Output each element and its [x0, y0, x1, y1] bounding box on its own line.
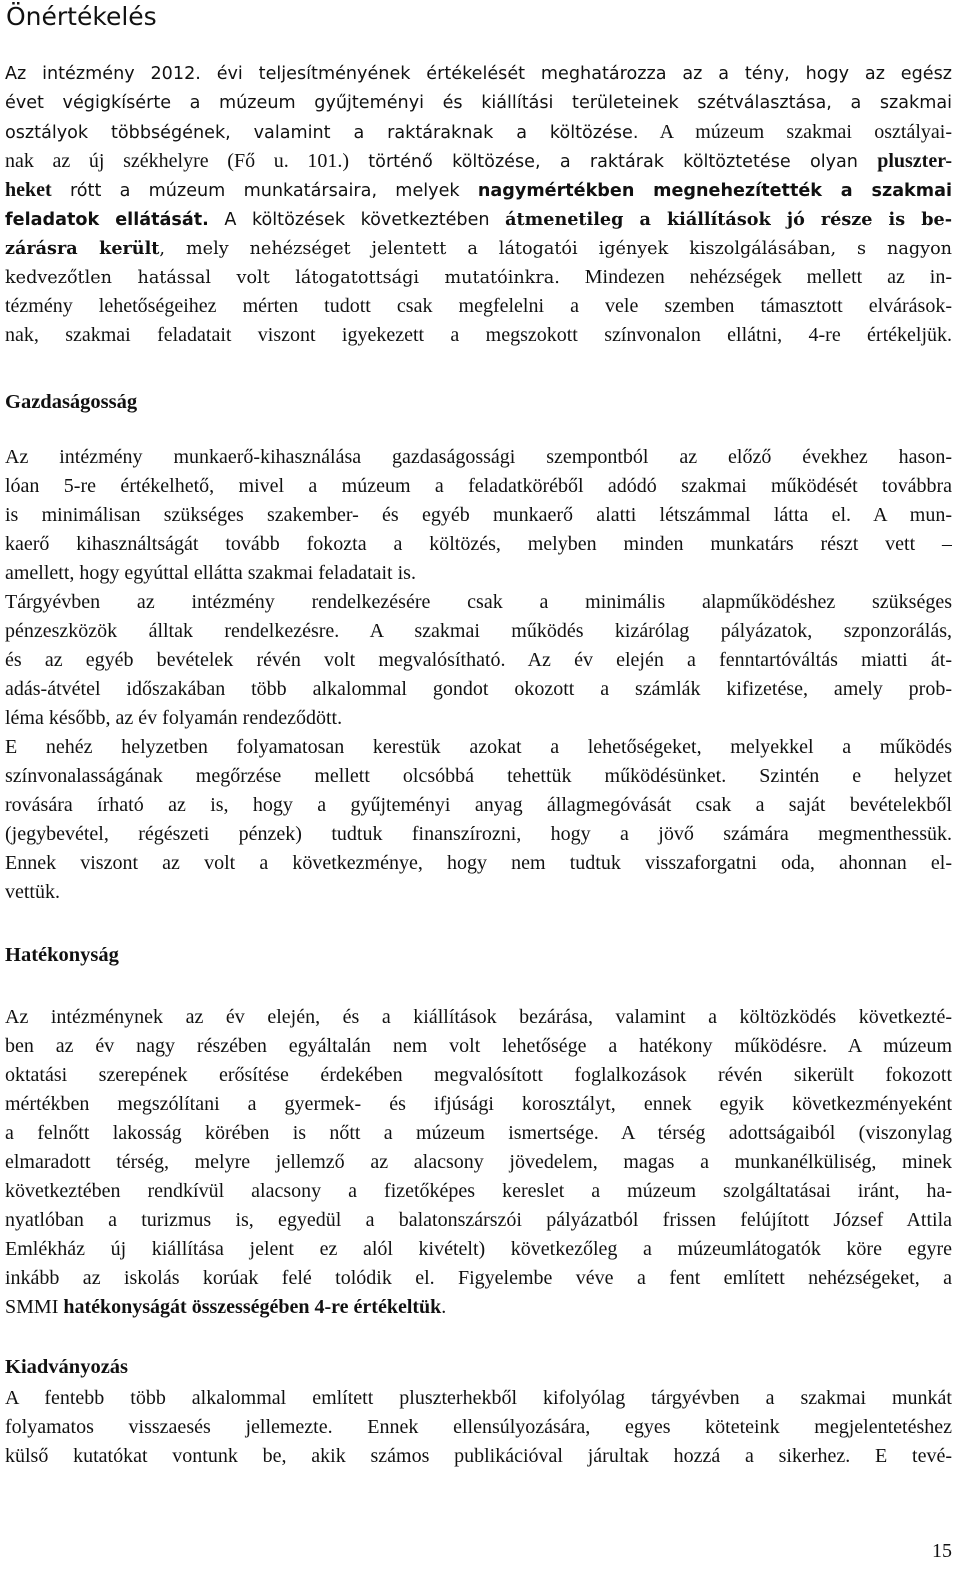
text-line: adás-átvétel időszakában több alkalommal gondot okozott a számlák kifizetése, amely prob-	[5, 678, 952, 700]
text-line: oktatási szerepének erősítése érdekében megvalósított foglalkozások révén sikerült fokozott	[5, 1064, 952, 1086]
text-line: és az egyéb bevételek révén volt megvalósítható. Az év elején a fenntartóváltás miatti át-	[5, 649, 952, 671]
emphasis-text: pluszter-	[877, 150, 952, 172]
text-run: Az intézmény 2012. évi teljesítményének értékelését meghatározza az a tény, hogy az egész	[5, 64, 952, 84]
text-line: következtében rendkívül alacsony a fizetőképes kereslet a múzeum szolgáltatásai iránt, ha-	[5, 1180, 952, 1202]
text-line: rovására írható az is, hogy a gyűjteményi anyag állagmegóvását csak a saját bevételekből	[5, 794, 952, 816]
text-run: Mindezen nehézségek mellett az in-	[559, 266, 952, 288]
emphasis-text: hatékonyságát összességében 4-re értékeltük	[63, 1296, 442, 1318]
emphasis-text: heket	[5, 179, 52, 201]
text-line	[5, 234, 952, 263]
emphasis-text: zárásra került	[5, 238, 160, 259]
text-line	[5, 263, 952, 292]
text-line: Ennek viszont az volt a következménye, hogy nem tudtuk visszaforgatni oda, ahonnan el-	[5, 852, 952, 874]
text-run: A múzeum szakmai osztályai-	[638, 121, 952, 143]
emphasis-text: átmenetileg a kiállítások jó része is be-	[505, 209, 952, 230]
text-line	[5, 1293, 952, 1322]
text-line	[5, 118, 952, 147]
text-line: vettük.	[5, 881, 60, 903]
text-line: Emlékház új kiállítása jelent ez alól kivételt) következőleg a múzeumlátogatók köre egyre	[5, 1238, 952, 1260]
text-line: nyatlóban a turizmus is, egyedül a balatonszárszói pályázatból frissen felújított József Attila	[5, 1209, 952, 1231]
heading-kiadvanyozas: Kiadványozás	[5, 1356, 129, 1378]
text-line: a felnőtt lakosság körében is nőtt a múzeum ismertsége. A térség adottságaiból (viszonylag	[5, 1122, 952, 1144]
text-line: amellett, hogy egyúttal ellátta szakmai feladatait is.	[5, 562, 416, 584]
text-line: elmaradott térség, melyre jellemző az alacsony jövedelem, magas a munkanélküliség, minek	[5, 1151, 952, 1173]
text-line: (jegybevétel, régészeti pénzek) tudtuk finanszírozni, hogy a jövő számára megmenthessük.	[5, 823, 952, 845]
text-line: Tárgyévben az intézmény rendelkezésére csak a minimális alapműködéshez szükséges	[5, 591, 952, 613]
text-run: SMMI	[5, 1296, 64, 1318]
text-line	[5, 89, 952, 118]
section-hatekonysag-paragraph	[5, 1003, 952, 1322]
text-line: léma később, az év folyamán rendeződött.	[5, 707, 343, 729]
text-line: Az intézménynek az év elején, és a kiállítások bezárása, valamint a költözködés következté-	[5, 1006, 952, 1028]
heading-hatekonysag: Hatékonyság	[5, 944, 119, 966]
text-run: nak az új székhelyre (Fő u. 101.)	[5, 150, 350, 172]
text-line: kaerő kihasználtságát tovább fokozta a költözés, melyben minden munkatárs részt vett –	[5, 533, 952, 555]
text-line	[5, 60, 952, 89]
text-run: .	[441, 1296, 447, 1318]
text-line	[5, 147, 952, 176]
text-line: Az intézmény munkaerő-kihasználása gazdaságossági szempontból az előző évekhez hason-	[5, 446, 952, 468]
text-run: A költözések következtében	[208, 210, 506, 230]
text-run: kedvezőtlen hatással volt látogatottsági mutatóinkra.	[5, 268, 560, 288]
heading-gazdasagossag: Gazdaságosság	[5, 391, 138, 413]
text-line: is minimálisan szükséges szakember- és egyéb munkaerő alatti létszámmal látta el. A mun-	[5, 504, 952, 526]
text-line: inkább az iskolás korúak felé tolódik el. Figyelembe véve a fent említett nehézségeket, a	[5, 1267, 952, 1289]
section-intro-paragraph	[5, 60, 952, 350]
text-line: folyamatos visszaesés jellemezte. Ennek ellensúlyozására, egyes köteteink megjelentetéshez	[5, 1416, 952, 1438]
text-run: nak, szakmai feladatait viszont igyekezett a megszokott színvonalon ellátni, 4-re értékeljük.	[5, 324, 952, 346]
page-number: 15	[932, 1540, 952, 1562]
text-line: lóan 5-re értékelhető, mivel a múzeum a feladatköréből adódó szakmai működését továbbra	[5, 475, 952, 497]
emphasis-text: feladatok ellátását.	[5, 210, 209, 230]
text-line: A fentebb több alkalommal említett pluszterhekből kifolyólag tárgyévben a szakmai munkát	[5, 1387, 952, 1409]
text-run: tézmény lehetőségeihez mérten tudott csak megfelelni a vele szemben támasztott elvárások-	[5, 295, 952, 317]
text-line: pénzeszközök álltak rendelkezésre. A szakmai működés kizárólag pályázatok, szponzorálás,	[5, 620, 952, 642]
text-run: osztályok többségének, valamint a raktáraknak a költözése.	[5, 123, 639, 143]
text-line: ben az év nagy részében egyáltalán nem volt lehetősége a hatékony működésre. A múzeum	[5, 1035, 952, 1057]
text-run: rótt a múzeum munkatársaira, melyek	[51, 181, 478, 201]
emphasis-text: nagymértékben megnehezítették a szakmai	[477, 181, 952, 201]
section-gazdasagossag-paragraph	[5, 443, 952, 907]
text-line	[5, 205, 952, 234]
text-line: külső kutatókat vontunk be, akik számos publikációval járultak hozzá a sikerhez. E tevé-	[5, 1445, 952, 1467]
text-run: történő költözése, a raktárak költöztetése olyan	[349, 152, 878, 172]
section-kiadvanyozas-paragraph	[5, 1384, 952, 1471]
text-line	[5, 292, 952, 321]
text-line: színvonalasságának megőrzése mellett olcsóbbá tehettük működésünket. Szintén e helyzet	[5, 765, 952, 787]
text-line: E nehéz helyzetben folyamatosan kerestük azokat a lehetőségeket, melyekkel a működés	[5, 736, 952, 758]
page-title: Önértékelés	[6, 2, 157, 31]
text-line	[5, 176, 952, 205]
text-line	[5, 321, 952, 350]
text-line: mértékben megszólítani a gyermek- és ifjúsági korosztályt, ennek egyik következményeként	[5, 1093, 952, 1115]
text-run: , mely nehézséget jelentett a látogatói igények kiszolgálásában, s nagyon	[159, 239, 952, 259]
text-run: évet végigkísérte a múzeum gyűjteményi és kiállítási területeinek szétválasztása, a szakmai	[5, 93, 952, 113]
